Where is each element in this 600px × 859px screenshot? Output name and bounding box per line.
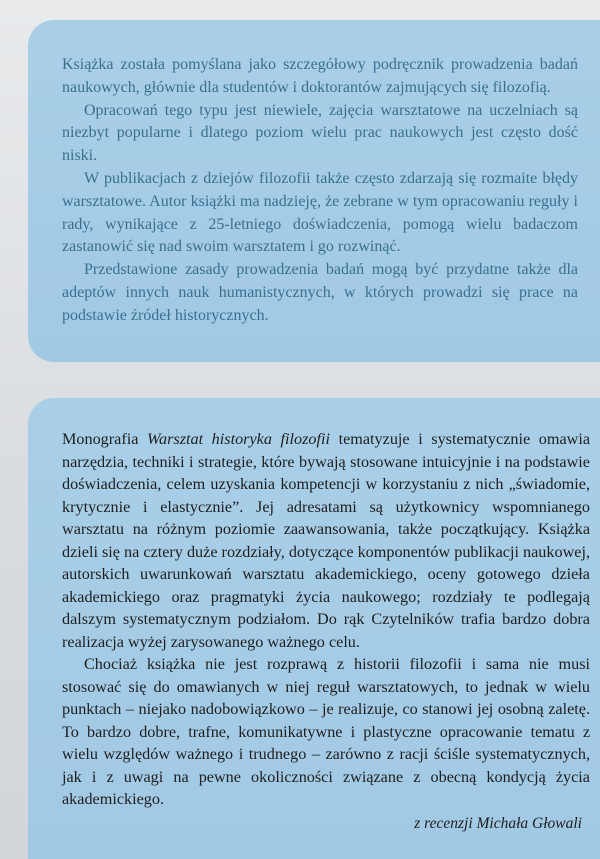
review-body: tematyzuje i systematycznie omawia narzędzia, techniki i strategie, które bywają stosowane intuicyjnie i na podstawie doświadczenia, celem uzyskania kompetencji w korzystaniu z nich „świadomie, krytycznie i elastycznie”. Jej adresatami są użytkownicy wspomnianego warsztatu na różnym poziomie zaawansowania, także początkujący. Książka dzieli się na cztery duże rozdziały, dotyczące komponentów publikacji naukowej, autorskich uwarunkowań warsztatu akademickiego, oceny gotowego dzieła akademickiego oraz pragmatyki życia naukowego; rozdziały te podlegają dalszym systematycznym podziałom. Do rąk Czytelników trafia bardzo dobra realizacja wyżej zarysowanego ważnego celu. [62,430,591,651]
review-panel [28,398,600,859]
blurb-paragraph-4: Przedstawione zasady prowadzenia badań mogą być przydatne także dla adeptów innych nauk humanistycznych, w których prowadzi się prace na podstawie źródeł historycznych. [62,261,578,324]
book-title: Warsztat historyka filozofii [147,430,330,448]
review-paragraph-2: Chociaż książka nie jest rozprawą z historii filozofii i sama nie musi stosować się do omawianych w niej reguł warsztatowych, to jednak w wielu punktach – niejako nadobowiązkowo – je realizuje, co stanowi jej osobną zaletę. To bardzo dobre, trafne, komunikatywne i plastyczne opracowanie tematu z wielu względów ważnego i trudnego – zarówno z racji ściśle systematycznych, jak i z uwagi na pewne okoliczności związane z obecną kondycją życia akademickiego. [62,655,590,808]
blurb-paragraph-3: W publikacjach z dziejów filozofii także często zdarzają się rozmaite błędy warsztatowe. Autor książki ma nadzieję, że zebrane w tym opracowaniu reguły i rady, wynikające z 25-letniego doświadczenia, pomogą wielu badaczom zastanowić się nad swoim warsztatem i go rozwinąć. [62,169,578,256]
blurb-panel [28,20,600,362]
blurb-paragraph-2: Opracowań tego typu jest niewiele, zajęcia warsztatowe na uczelniach są niezbyt popularne i dlatego poziom wielu prac naukowych jest często dość niski. [62,101,578,165]
review-paragraph-1 [62,428,590,653]
review-attribution: z recenzji Michała Głowali [414,814,582,832]
review-lead: Monografia [62,430,148,448]
blurb-paragraph-1: Książka została pomyślana jako szczegółowy podręcznik prowadzenia badań naukowych, głównie dla studentów i doktorantów zajmujących się filozofią. [62,56,578,96]
